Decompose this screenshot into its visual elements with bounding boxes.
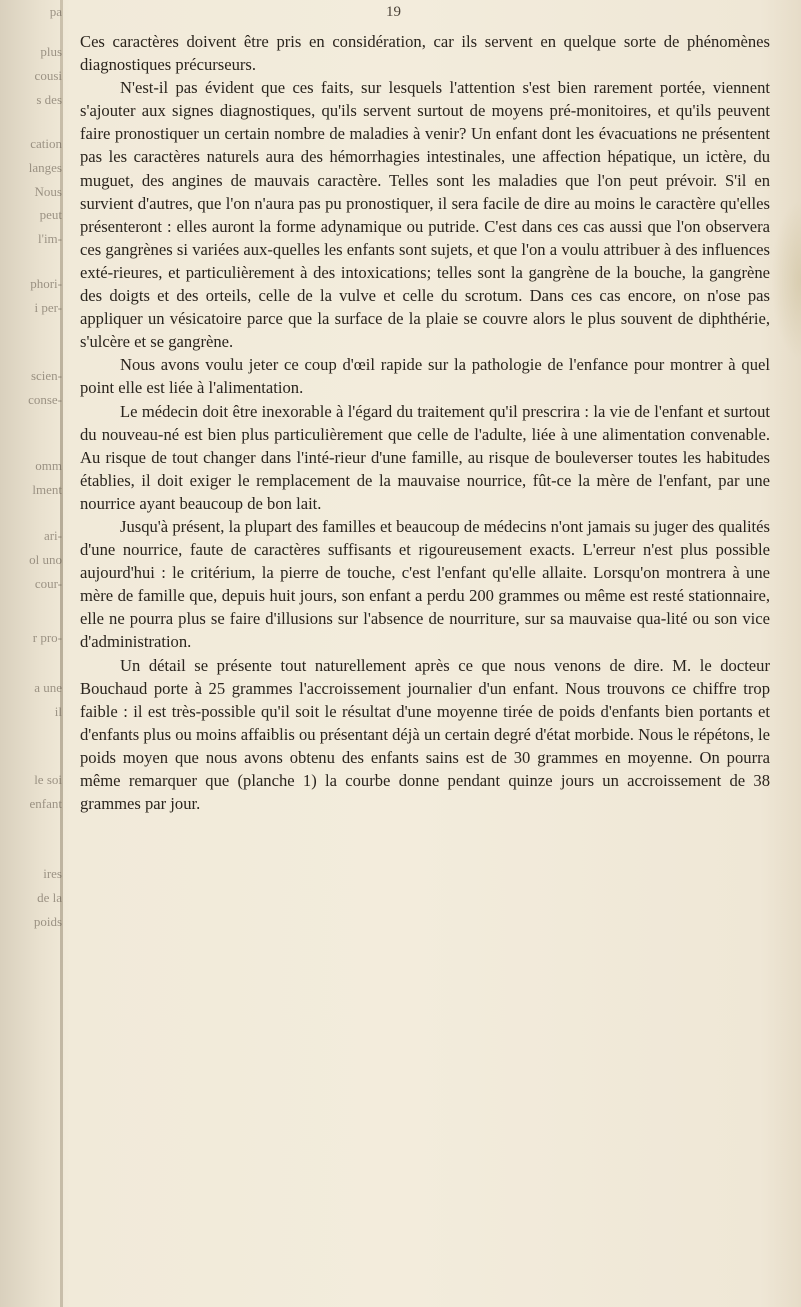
paragraph-intro: Ces caractères doivent être pris en considération, car ils servent en quelque sorte de phénomènes diagnostiques précurseurs. [80, 32, 770, 75]
gutter-fragment: l'im- [37, 231, 62, 246]
gutter-fragment: ires [43, 866, 62, 881]
gutter-fragment: ari- [43, 528, 62, 543]
paragraph-nurse-quality: Jusqu'à présent, la plupart des familles et beaucoup de médecins n'ont jamais su juger des qualités d'une nourrice, faute de caractères suffisants et rigoureusement exacts. L'erreur n'est plus possible aujourd'hui : le critérium, la pierre de touche, c'est l'enfant qu'elle allaite. Lorsqu'on montrera à une mère de famille que, depuis huit jours, son enfant a perdu 200 grammes ou même est resté stationnaire, elle ne pourra plus se faire d'illusions sur l'absence de nourriture, sur sa mauvaise qua-lité ou son vice d'administration. [80, 516, 770, 652]
gutter-fragment: i per- [34, 300, 62, 315]
gutter-fragment: lment [32, 482, 62, 497]
gutter-fragment: poids [33, 914, 62, 929]
gutter-fragment: r pro- [32, 630, 62, 645]
gutter-fragment: langes [28, 160, 62, 175]
gutter-fragment: phori- [30, 276, 62, 291]
paper-stain [771, 200, 801, 360]
paragraph-pathology: Nous avons voulu jeter ce coup d'œil rapide sur la pathologie de l'enfance pour montrer à quel point elle est liée à l'alimentation. [80, 355, 770, 398]
gutter-fragment: cousi [34, 68, 62, 83]
paragraph-treatment: Le médecin doit être inexorable à l'égard du traitement qu'il prescrira : la vie de l'enfant et surtout du nouveau-né est bien plus particulièrement que celle de l'adulte, liée à une alimentation convenable. Au risque de tout changer dans l'inté-rieur d'une famille, au risque de bouleverser toutes les habitudes établies, il doit exiger le remplacement de la mauvaise nourrice, fût-ce la mère de l'enfant, par une nourrice ayant beaucoup de bon lait. [80, 401, 770, 513]
paragraph-weight-detail: Un détail se présente tout naturellement après ce que nous venons de dire. M. le docteur Bouchaud porte à 25 grammes l'accroissement journalier d'un enfant. Nous trouvons ce chiffre trop faible : il est très-possible qu'il soit le résultat d'une moyenne tirée de poids d'enfants bien portants et d'enfants plus ou moins affaiblis ou présentant déjà un certain degré d'état morbide. Nous le répétons, le poids moyen que nous avons obtenu des enfants sains est de 30 grammes en moyenne. On pourra même remarquer que (planche 1) la courbe donne pendant quinze jours un accroissement de 38 grammes par jour. [80, 655, 770, 814]
gutter-fragment: s des [36, 92, 62, 107]
facing-page-bleed [0, 0, 66, 1307]
gutter-fragment: enfant [29, 796, 62, 811]
gutter-fragment: le soi [34, 772, 62, 787]
gutter-fragment: conse- [28, 392, 62, 407]
gutter-fragment: plus [40, 44, 62, 59]
body-text [80, 30, 770, 815]
paragraph-diagnostics: N'est-il pas évident que ces faits, sur lesquels l'attention s'est bien rarement portée, viennent s'ajouter aux signes diagnostiques, qu'ils servent surtout de moyens pré-monitoires, et qu'ils peuvent faire pronostiquer un certain nombre de maladies à venir? Un enfant dont les évacuations ne présentent pas les caractères naturels aura des hémorrhagies intestinales, une affection hépatique, un ictère, du muguet, des angines de mauvais caractère. Telles sont les maladies que l'on peut prévoir. S'il en survient d'autres, que l'on n'aura pas pu pronostiquer, il sera facile de dire au moins le caractère qu'elles présenteront : elles auront la forme adynamique ou putride. C'est dans ces cas aussi que l'on observera ces gangrènes si variées aux-quelles les enfants sont sujets, et que l'on a voulu attribuer à des influences exté-rieures, et particulièrement à des intoxications; telles sont la gangrène de la bouche, la gangrène des doigts et des orteils, celle de la vulve et celle du scrotum. Dans ces cas encore, on n'ose pas appliquer un vésicatoire parce que la surface de la plaie se couvre alors le plus souvent de diphthérie, s'ulcère et se gangrène. [80, 78, 770, 352]
gutter-fragment: il [54, 704, 62, 719]
gutter-fragment: Nous [34, 184, 62, 199]
gutter-fragment: de la [37, 890, 62, 905]
gutter-fragment: cour- [34, 576, 62, 591]
gutter-fragment: omm [35, 458, 62, 473]
gutter-fragment: scien- [30, 368, 62, 383]
gutter-fragment: peut [39, 207, 62, 222]
gutter-fragment: pa [49, 4, 62, 19]
gutter-fragment: ol uno [29, 552, 62, 567]
gutter-fragment: a une [34, 680, 62, 695]
gutter-fragment: cation [30, 136, 62, 151]
page-number: 19 [386, 4, 401, 20]
